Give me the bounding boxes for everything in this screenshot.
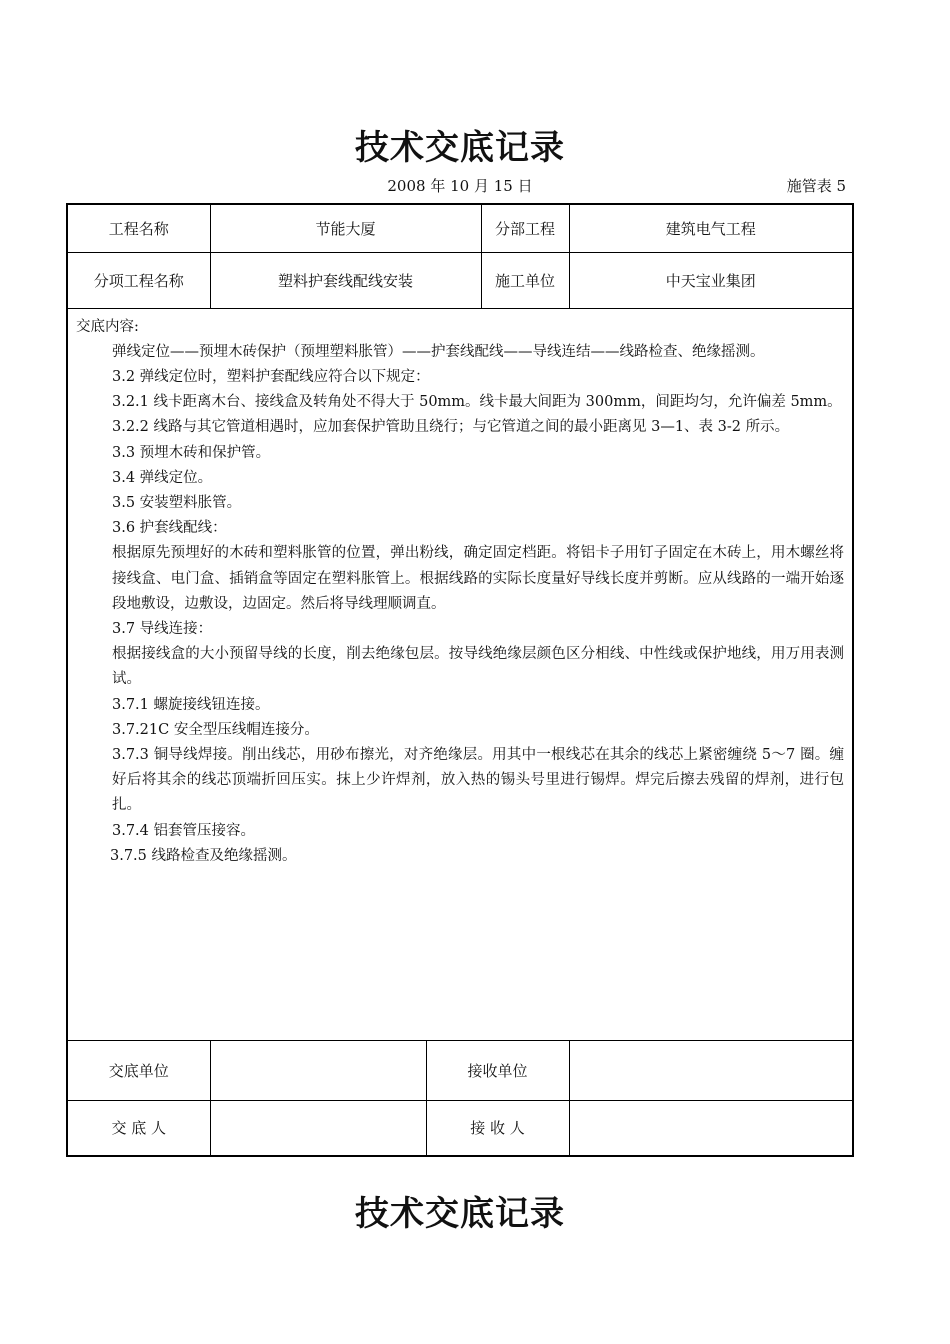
content-paragraph: 3.7.21C 安全型压线帽连接分。	[112, 721, 319, 738]
content-paragraph: 3.7 导线连接：	[112, 620, 213, 637]
content-paragraph: 3.7.5 线路检查及绝缘摇测。	[110, 847, 297, 864]
content-paragraph: 3.7.4 铝套管压接容。	[112, 822, 256, 839]
content-paragraph: 3.6 护套线配线：	[112, 520, 227, 537]
division-value: 建筑电气工程	[569, 204, 853, 252]
next-page-title: 技术交底记录	[355, 1194, 565, 1234]
handover-person-value[interactable]	[210, 1100, 426, 1156]
content-paragraph: 3.7.1 螺旋接线钮连接。	[112, 696, 270, 713]
receiving-unit-value[interactable]	[569, 1040, 853, 1100]
project-name-label: 工程名称	[67, 204, 210, 252]
handover-unit-value[interactable]	[210, 1040, 426, 1100]
record-table	[66, 203, 854, 1157]
receiving-person-value[interactable]	[569, 1100, 853, 1156]
contractor-label: 施工单位	[481, 252, 569, 308]
content-label: 交底内容:	[76, 318, 139, 335]
division-label: 分部工程	[481, 204, 569, 252]
contractor-value: 中天宝业集团	[569, 252, 853, 308]
form-number: 施管表 5	[786, 177, 846, 195]
subitem-label: 分项工程名称	[67, 252, 210, 308]
page-title: 技术交底记录	[355, 128, 565, 168]
content-paragraph: 3.2.1 线卡距离木台、接线盒及转角处不得大于 50mm。线卡最大间距为 300mm，间距均匀，允许偏差 5mm。	[112, 394, 842, 411]
project-name-value: 节能大厦	[210, 204, 481, 252]
content-paragraph: 3.2.2 线路与其它管道相遇时，应加套保护管助且绕行；与它管道之间的最小距离见 3—1、表 3-2 所示。	[112, 419, 790, 436]
content-paragraph: 3.2 弹线定位时，塑料护套配线应符合以下规定：	[112, 368, 430, 385]
content-paragraph: 弹线定位——预埋木砖保护（预埋塑料胀管）——护套线配线——导线连结——线路检查、绝缘摇测。	[112, 343, 765, 360]
handover-person-label: 交 底 人	[67, 1100, 210, 1156]
content-paragraph: 3.4 弹线定位。	[112, 469, 213, 486]
subitem-value: 塑料护套线配线安装	[210, 252, 481, 308]
receiving-person-label: 接 收 人	[426, 1100, 569, 1156]
receiving-unit-label: 接收单位	[426, 1040, 569, 1100]
content-paragraph: 3.5 安装塑料胀管。	[112, 494, 242, 511]
content-paragraph: 3.7.3 铜导线焊接。削出线芯，用砂布擦光，对齐绝缘层。用其中一根线芯在其余的线芯上紧密缠绕 5～7 圈。缠好后将其余的线芯顶端折回压实。抹上少许焊剂，放入热的锡头号里进行锡焊。焊完后擦去残留的焊剂，进行包扎。	[112, 746, 845, 814]
handover-unit-label: 交底单位	[67, 1040, 210, 1100]
content-paragraph: 3.3 预埋木砖和保护管。	[112, 444, 271, 461]
content-paragraph: 根据原先预埋好的木砖和塑料胀管的位置，弹出粉线，确定固定档距。将铝卡子用钉子固定在木砖上，用木螺丝将接线盒、电门盒、插销盒等固定在塑料胀管上。根据线路的实际长度量好导线长度并剪断。应从线路的一端开始逐段地敷设，边敷设，边固定。然后将导线理顺调直。	[112, 545, 845, 612]
record-date: 2008 年 10 月 15 日	[387, 177, 533, 195]
content-paragraph: 根据接线盒的大小预留导线的长度，削去绝缘包层。按导线绝缘层颜色区分相线、中性线或保护地线，用万用表测试。	[112, 646, 845, 688]
content-cell	[67, 308, 853, 1040]
